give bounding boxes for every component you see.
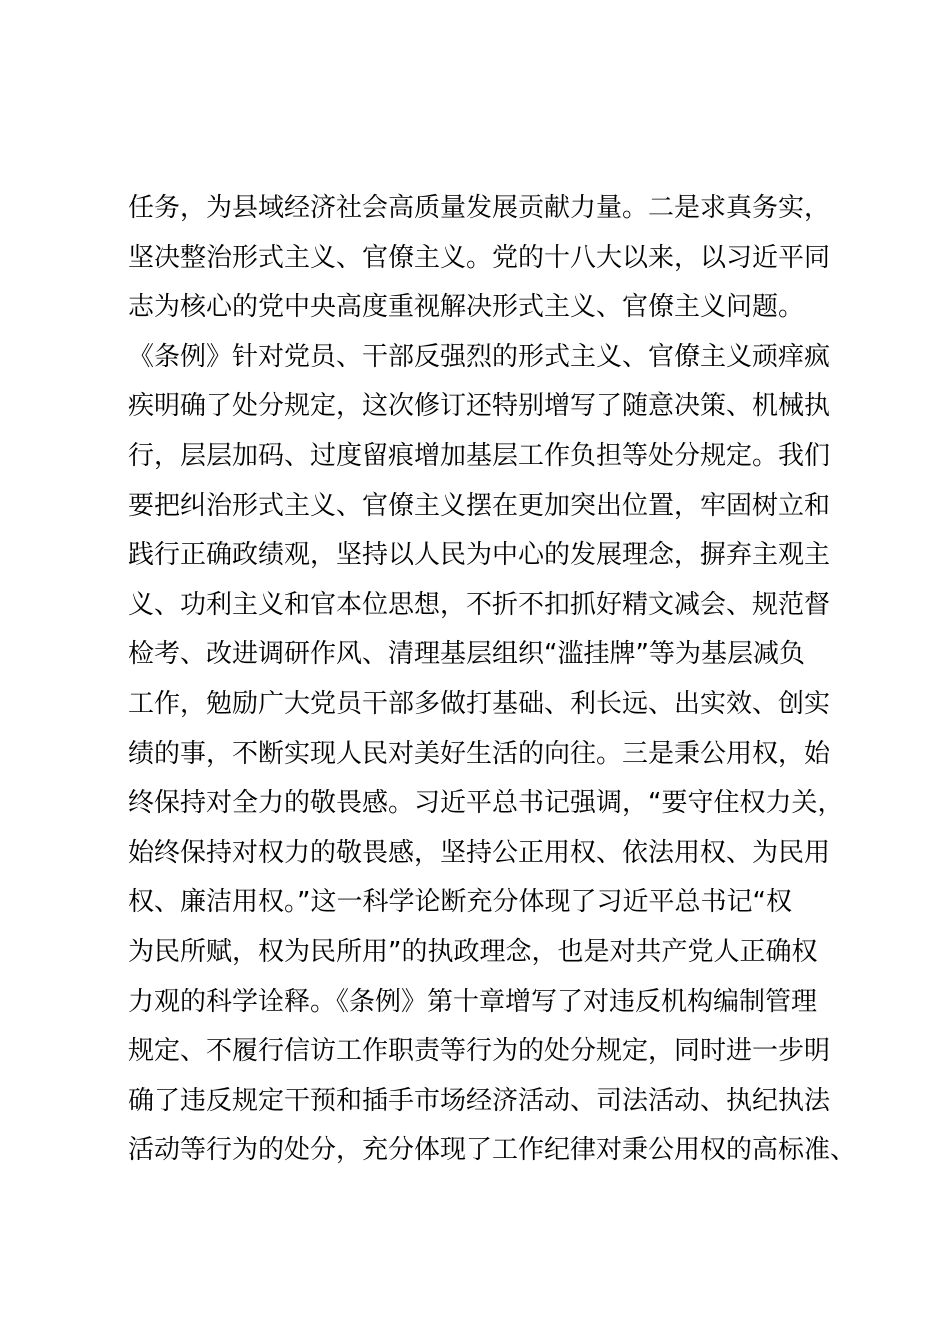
text-line: 终保持对全力的敬畏感。习近平总书记强调，“要守住权力关， — [128, 788, 844, 819]
text-line: 确了违反规定干预和插手市场经济活动、司法活动、执纪执法 — [128, 1085, 831, 1116]
text-line: 践行正确政绩观，坚持以人民为中心的发展理念，摒弃主观主 — [128, 540, 831, 571]
text-line: 志为核心的党中央高度重视解决形式主义、官僚主义问题。 — [128, 292, 805, 323]
text-line: 工作，勉励广大党员干部多做打基础、利长远、出实效、创实 — [128, 688, 831, 719]
text-line: 《条例》针对党员、干部反强烈的形式主义、官僚主义顽痒疯 — [128, 341, 831, 372]
text-line: 为民所赋，权为民所用”的执政理念，也是对共产党人正确权 — [128, 936, 818, 967]
text-line: 规定、不履行信访工作职责等行为的处分规定，同时进一步明 — [128, 1036, 831, 1067]
text-line: 权、廉洁用权。”这一科学论断充分体现了习近平总书记“权 — [128, 887, 792, 918]
text-line: 坚决整治形式主义、官僚主义。党的十八大以来，以习近平同 — [128, 242, 831, 273]
text-line: 力观的科学诠释。《条例》第十章增写了对违反机构编制管理 — [128, 986, 818, 1017]
text-line: 义、功利主义和官本位思想，不折不扣抓好精文减会、规范督 — [128, 589, 831, 620]
text-line: 始终保持对权力的敬畏感，坚持公正用权、依法用权、为民用 — [128, 837, 831, 868]
text-line: 疾明确了处分规定，这次修订还特别增写了随意决策、机械执 — [128, 391, 831, 422]
text-line: 任务，为县域经济社会高质量发展贡献力量。二是求真务实， — [128, 193, 831, 223]
text-line: 绩的事，不断实现人民对美好生活的向往。三是秉公用权，始 — [128, 738, 831, 769]
text-line: 要把纠治形式主义、官僚主义摆在更加突出位置，牢固树立和 — [128, 490, 831, 521]
text-line: 检考、改进调研作风、清理基层组织“滥挂牌”等为基层减负 — [128, 639, 805, 670]
text-line: 活动等行为的处分，充分体现了工作纪律对秉公用权的高标准、 — [128, 1135, 857, 1166]
body-text — [128, 184, 857, 1176]
text-line: 行，层层加码、过度留痕增加基层工作负担等处分规定。我们 — [128, 440, 831, 471]
